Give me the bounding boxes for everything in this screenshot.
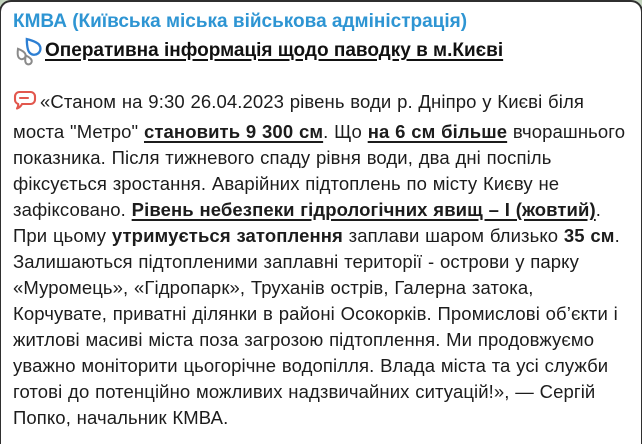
flood-info-link[interactable]: Оперативна інформація щодо паводку в м.Києві [45,40,504,61]
link-row [13,36,632,66]
text-segment: Рівень небезпеки гідрологічних явищ – І (жовтий) [131,199,596,220]
message-segments [13,91,625,428]
text-segment: вчорашнього показника. Після тижневого спаду рівня води, два дні поспіль фіксується зростання. Аварійних підтоплень по місту Києву не зафіксовано. [13,121,626,220]
text-segment: на 6 см більше [367,121,508,142]
text-segment: становить 9 300 см [143,121,324,142]
text-segment: заплави шаром близько [342,225,564,246]
channel-title[interactable]: КМВА (Київська міська військова адміністрація) [13,11,468,32]
water-droplets-icon [13,36,45,73]
text-segment: 35 см [563,225,615,246]
text-segment: . Залишаються підтопленими заплавні території - острови у парку «Муромець», «Гідропарк», Труханів острів, Галерна затока, Корчувате, приватні ділянки в районі Осокорків. Промислові об’єкти і житлові масиві міста поза загрозою підтоплення. Ми продовжуємо уважно моніторити цьогорічне водопілля. Влада міста та усі служби готові до потенційно можливих надзвичайних ситуацій!», — Сергій Попко, начальник КМВА. [13,225,620,428]
text-segment: . Що [323,121,368,142]
speech-bubble-icon [13,90,37,119]
text-segment: . При цьому [13,199,601,246]
text-segment: «Станом на 9:30 26.04.2023 рівень води р. Дніпро у Києві біля моста "Метро" [13,91,584,142]
message-text [13,89,632,431]
text-segment: утримується затоплення [111,225,343,246]
